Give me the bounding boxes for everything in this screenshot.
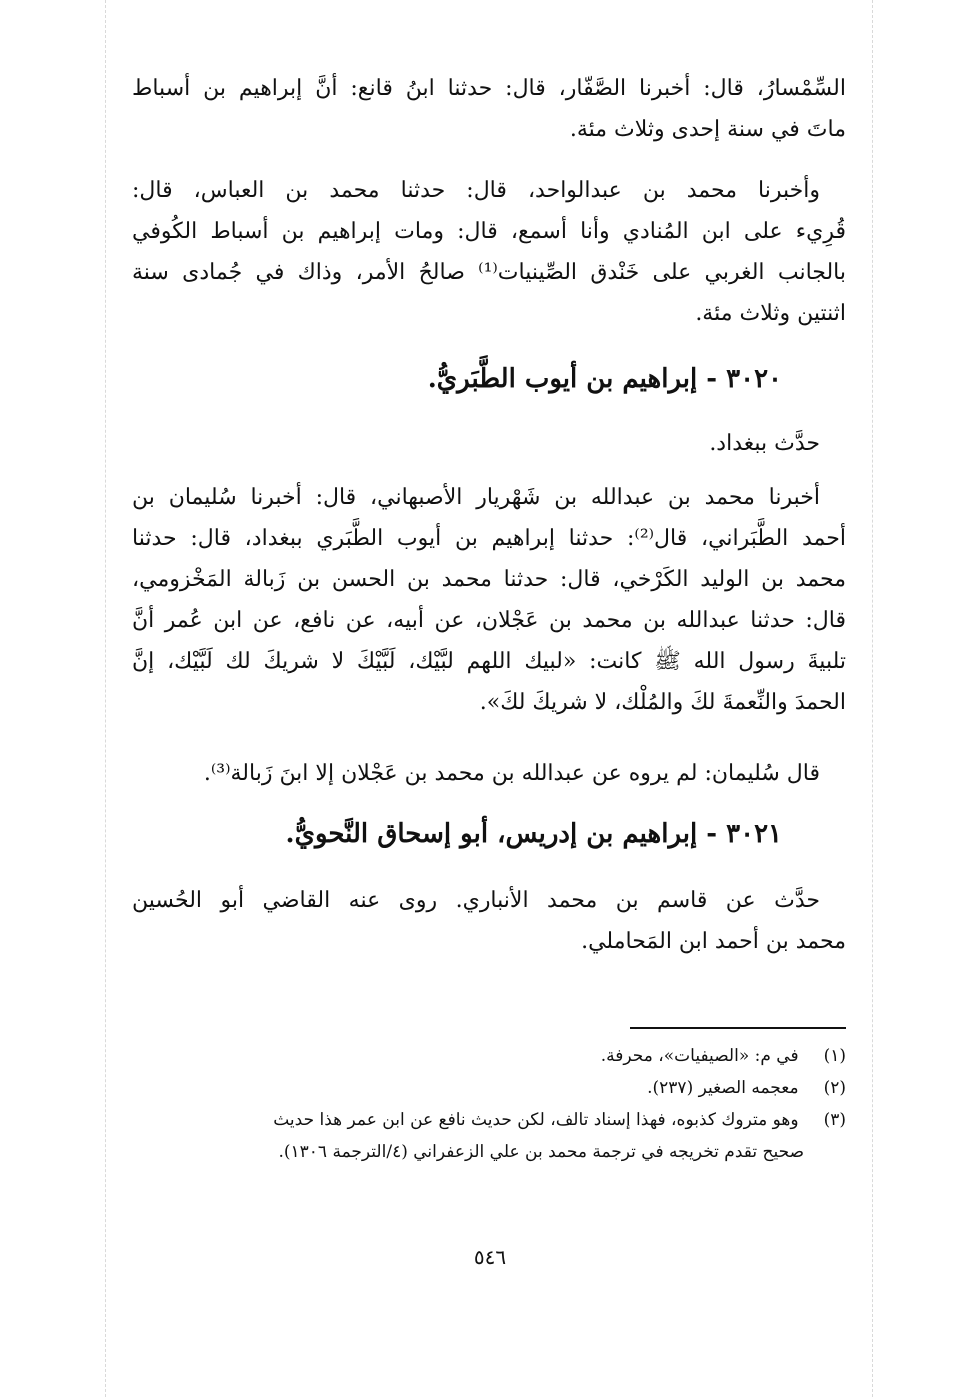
text-line: تلبيةَ رسول الله ﷺ كانت: «لبيك اللهم لبَّيْك، لَبَّيْكَ لا شريكَ لك لَبَّيْك، إنَّ (132, 649, 846, 674)
scan-guide-line (872, 0, 873, 1397)
entry-heading: ٣٠٢٠ - إبراهيم بن أيوب الطَّبَريُّ. (427, 364, 782, 394)
footnote-continuation: صحيح تقدم تخريجه في ترجمة محمد بن علي الزعفراني (٤/الترجمة ١٣٠٦). (278, 1142, 804, 1162)
text-line: بالجانب الغربي على خَنْدق الصِّينيات⁽¹⁾ صالحُ الأمر، وذاك في جُمادى سنة (132, 260, 846, 285)
footnote-text: وهو متروك كذبوه، فهذا إسناد تالف، لكن حديث نافع عن ابن عمر هذا حديث (273, 1110, 799, 1130)
scan-guide-line (105, 0, 106, 1397)
entry-heading: ٣٠٢١ - إبراهيم بن إدريس، أبو إسحاق النَّحويُّ. (285, 819, 782, 849)
text-line: حدَّث عن قاسم بن محمد الأنباري. روى عنه القاضي أبو الحُسين (132, 888, 820, 913)
footnote-separator (630, 1027, 846, 1029)
text-line: قال: حدثنا عبدالله بن محمد بن عَجْلان، عن أبيه، عن نافع، عن ابن عُمر أنَّ (132, 608, 846, 633)
text-line: محمد بن أحمد ابن المَحاملي. (581, 929, 846, 954)
paragraph (132, 477, 846, 723)
text-line: وأخبرنا محمد بن عبدالواحد، قال: حدثنا محمد بن العباس، قال: (132, 178, 820, 203)
footnote (132, 1040, 846, 1072)
footnote-text: في م: «الصيفيات»، محرفة. (600, 1046, 799, 1066)
text-line: قُرِيء على ابن المُنادي وأنا أسمع، قال: ومات إبراهيم بن أسباط الكُوفي (132, 219, 846, 244)
text-line: ماتَ في سنة إحدى وثلاث مئة. (569, 117, 846, 142)
text-line: اثنتين وثلاث مئة. (695, 301, 846, 326)
paragraph (132, 170, 846, 334)
footnote-text: معجمه الصغير (٢٣٧). (647, 1078, 799, 1098)
footnote-number: (٣) (823, 1110, 846, 1130)
text-line: حدَّث ببغداد. (709, 431, 820, 456)
footnote (132, 1104, 846, 1136)
paragraph (132, 68, 846, 150)
paragraph (132, 753, 846, 794)
paragraph (132, 880, 846, 962)
text-line: قال سُليمان: لم يروه عن عبدالله بن محمد بن عَجْلان إلا ابنَ زَبالة⁽³⁾. (203, 761, 820, 786)
text-line: السِّمْسارُ، قال: أخبرنا الصَّفّار، قال: حدثنا ابنُ قانع: أنَّ إبراهيم بن أسباط (132, 76, 846, 101)
page-number: ٥٤٦ (473, 1245, 507, 1269)
text-line: أخبرنا محمد بن عبدالله بن شَهْريار الأصبهاني، قال: أخبرنا سُليمان بن (132, 485, 820, 510)
footnote-number: (٢) (823, 1078, 846, 1098)
footnote (132, 1072, 846, 1104)
text-line: أحمد الطَّبَراني، قال⁽²⁾: حدثنا إبراهيم بن أيوب الطَّبَري ببغداد، قال: حدثنا (132, 526, 846, 551)
paragraph (132, 423, 846, 464)
footnotes (132, 1040, 846, 1168)
text-line: الحمدَ والنِّعمةَ لكَ والمُلْك، لا شريكَ لكَ». (479, 690, 846, 715)
text-line: محمد بن الوليد الكَرْخي، قال: حدثنا محمد بن الحسن بن زَبالة المَخْزومي، (132, 567, 846, 592)
footnote-number: (١) (823, 1046, 846, 1066)
